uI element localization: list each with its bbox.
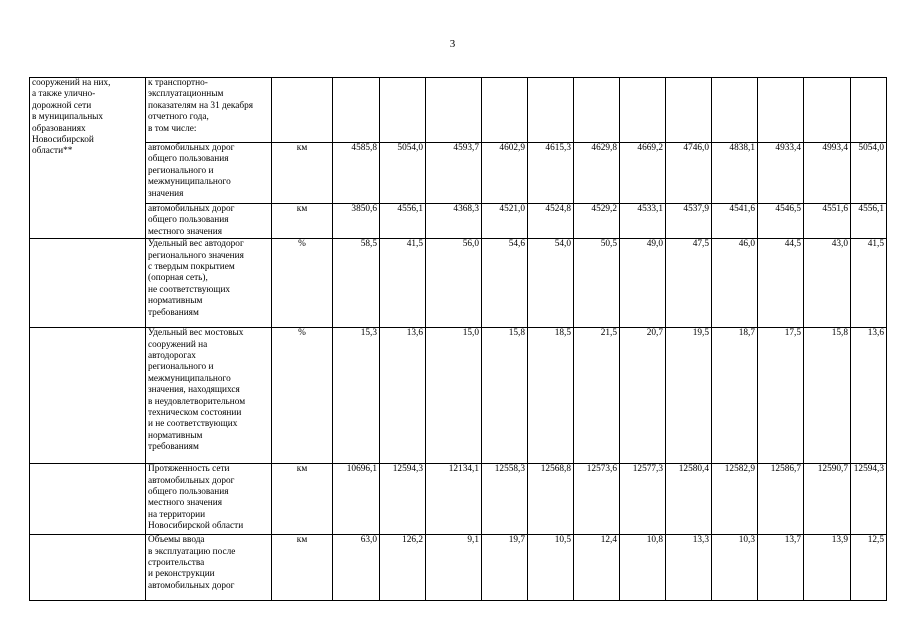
value-cell: 4669,2 [620, 143, 666, 204]
unit-cell: км [272, 464, 333, 535]
value-cell: 126,2 [380, 535, 426, 601]
value-cell: 4368,3 [426, 204, 482, 239]
value-cell [482, 78, 528, 143]
value-cell: 15,0 [426, 328, 482, 464]
unit-cell: км [272, 535, 333, 601]
unit-cell [272, 78, 333, 143]
value-cell: 12558,3 [482, 464, 528, 535]
table-row [30, 204, 887, 239]
value-cell: 17,5 [758, 328, 804, 464]
value-cell: 4746,0 [666, 143, 712, 204]
value-cell: 4524,8 [528, 204, 574, 239]
value-cell: 4551,6 [804, 204, 851, 239]
table-row [30, 328, 887, 464]
value-cell: 5054,0 [851, 143, 887, 204]
unit-cell: км [272, 143, 333, 204]
indicators-table [29, 77, 887, 601]
value-cell: 4933,4 [758, 143, 804, 204]
value-cell [426, 78, 482, 143]
value-cell: 10,5 [528, 535, 574, 601]
value-cell: 5054,0 [380, 143, 426, 204]
value-cell: 3850,6 [333, 204, 380, 239]
value-cell: 4537,9 [666, 204, 712, 239]
table-row [30, 239, 887, 328]
value-cell: 12577,3 [620, 464, 666, 535]
value-cell: 4629,8 [574, 143, 620, 204]
value-cell: 18,5 [528, 328, 574, 464]
value-cell: 4541,6 [712, 204, 758, 239]
value-cell: 15,3 [333, 328, 380, 464]
value-cell: 4993,4 [804, 143, 851, 204]
page-number: 3 [449, 38, 456, 50]
value-cell: 12134,1 [426, 464, 482, 535]
table-row [30, 535, 887, 601]
value-cell: 12580,4 [666, 464, 712, 535]
value-cell: 63,0 [333, 535, 380, 601]
value-cell: 10,8 [620, 535, 666, 601]
empty-cell [30, 464, 146, 535]
value-cell: 19,5 [666, 328, 712, 464]
value-cell: 4593,7 [426, 143, 482, 204]
empty-cell [30, 328, 146, 464]
value-cell: 56,0 [426, 239, 482, 328]
indicator-cell: Удельный вес автодорог регионального значения с твердым покрытием (опорная сеть), не соответствующих нормативным требованиям [146, 239, 272, 328]
value-cell [333, 78, 380, 143]
table-row [30, 78, 887, 143]
unit-cell: % [272, 239, 333, 328]
value-cell: 43,0 [804, 239, 851, 328]
table-row [30, 464, 887, 535]
value-cell: 4529,2 [574, 204, 620, 239]
value-cell [574, 78, 620, 143]
value-cell: 4838,1 [712, 143, 758, 204]
value-cell: 41,5 [851, 239, 887, 328]
value-cell: 13,3 [666, 535, 712, 601]
table-row [30, 143, 887, 204]
value-cell: 4533,1 [620, 204, 666, 239]
group-label-cell: сооружений на них, а также улично- дорожной сети в муниципальных образованиях Новосибирской области** [30, 78, 146, 239]
value-cell: 4556,1 [380, 204, 426, 239]
value-cell: 4615,3 [528, 143, 574, 204]
value-cell: 10,3 [712, 535, 758, 601]
unit-cell: % [272, 328, 333, 464]
indicator-cell: к транспортно- эксплуатационным показателям на 31 декабря отчетного года, в том числе: [146, 78, 272, 143]
value-cell: 12,5 [851, 535, 887, 601]
value-cell [758, 78, 804, 143]
unit-cell: км [272, 204, 333, 239]
value-cell: 4556,1 [851, 204, 887, 239]
value-cell: 12594,3 [380, 464, 426, 535]
value-cell: 12573,6 [574, 464, 620, 535]
value-cell: 12582,9 [712, 464, 758, 535]
value-cell: 4521,0 [482, 204, 528, 239]
value-cell: 50,5 [574, 239, 620, 328]
value-cell: 10696,1 [333, 464, 380, 535]
indicator-cell: автомобильных дорог общего пользования регионального и межмуниципального значения [146, 143, 272, 204]
value-cell: 12594,3 [851, 464, 887, 535]
value-cell: 20,7 [620, 328, 666, 464]
value-cell: 21,5 [574, 328, 620, 464]
value-cell: 58,5 [333, 239, 380, 328]
indicator-cell: Объемы ввода в эксплуатацию после строительства и реконструкции автомобильных дорог [146, 535, 272, 601]
indicator-cell: автомобильных дорог общего пользования местного значения [146, 204, 272, 239]
empty-cell [30, 535, 146, 601]
value-cell: 19,7 [482, 535, 528, 601]
indicator-cell: Протяженность сети автомобильных дорог общего пользования местного значения на территории Новосибирской области [146, 464, 272, 535]
value-cell: 9,1 [426, 535, 482, 601]
value-cell: 47,5 [666, 239, 712, 328]
value-cell: 46,0 [712, 239, 758, 328]
value-cell [712, 78, 758, 143]
value-cell [851, 78, 887, 143]
value-cell: 49,0 [620, 239, 666, 328]
value-cell [620, 78, 666, 143]
value-cell: 13,6 [851, 328, 887, 464]
value-cell: 12,4 [574, 535, 620, 601]
empty-cell [30, 239, 146, 328]
value-cell: 15,8 [482, 328, 528, 464]
value-cell: 41,5 [380, 239, 426, 328]
indicator-cell: Удельный вес мостовых сооружений на автодорогах регионального и межмуниципального значения, находящихся в неудовлетворительном техническом состоянии и не соответствующих нормативным требованиям [146, 328, 272, 464]
value-cell: 54,0 [528, 239, 574, 328]
value-cell: 4546,5 [758, 204, 804, 239]
value-cell [380, 78, 426, 143]
value-cell: 12586,7 [758, 464, 804, 535]
value-cell: 12590,7 [804, 464, 851, 535]
value-cell [528, 78, 574, 143]
value-cell: 15,8 [804, 328, 851, 464]
value-cell: 4602,9 [482, 143, 528, 204]
value-cell: 13,9 [804, 535, 851, 601]
value-cell: 12568,8 [528, 464, 574, 535]
value-cell: 44,5 [758, 239, 804, 328]
value-cell: 13,7 [758, 535, 804, 601]
value-cell [804, 78, 851, 143]
value-cell: 4585,8 [333, 143, 380, 204]
value-cell: 13,6 [380, 328, 426, 464]
value-cell: 18,7 [712, 328, 758, 464]
value-cell [666, 78, 712, 143]
value-cell: 54,6 [482, 239, 528, 328]
